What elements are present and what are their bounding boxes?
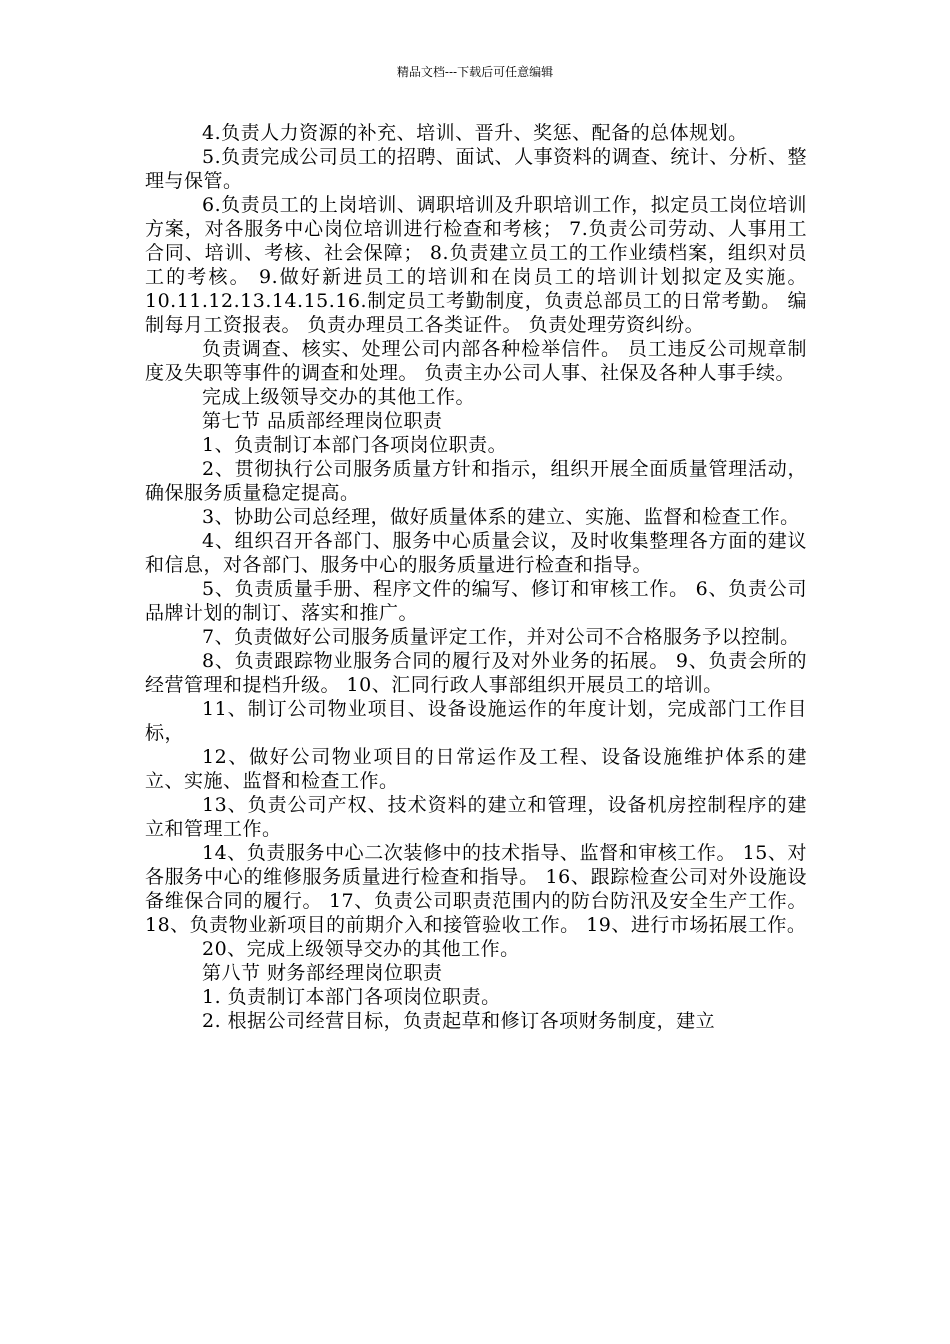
paragraph: 11、制订公司物业项目、设备设施运作的年度计划，完成部门工作目标， xyxy=(145,698,807,744)
paragraph: 7、负责做好公司服务质量评定工作，并对公司不合格服务予以控制。 xyxy=(202,626,800,648)
paragraph: 5、负责质量手册、程序文件的编写、修订和审核工作。 6、负责公司品牌计划的制订、落实和推广。 xyxy=(145,578,807,624)
section-heading: 第八节 财务部经理岗位职责 xyxy=(202,962,443,984)
paragraph: 2、贯彻执行公司服务质量方针和指示，组织开展全面质量管理活动，确保服务质量稳定提高。 xyxy=(145,458,807,504)
paragraph: 5.负责完成公司员工的招聘、面试、人事资料的调查、统计、分析、整理与保管。 xyxy=(145,146,807,192)
paragraph: 完成上级领导交办的其他工作。 xyxy=(202,386,476,408)
paragraph: 20、完成上级领导交办的其他工作。 xyxy=(202,938,520,960)
paragraph: 6.负责员工的上岗培训、调职培训及升职培训工作，拟定员工岗位培训方案，对各服务中心岗位培训进行检查和考核； 7.负责公司劳动、人事用工合同、培训、考核、社会保障； 8.负责建立员工的工作业绩档案，组织对员工的考核。 9.做好新进员工的培训和在岗员工的培训计划拟定及实施。 10.11.12.13.14.15.16.制定员工考勤制度，负责总部员工的日常考勤。 编制每月工资报表。 负责办理员工各类证件。 负责处理劳资纠纷。 xyxy=(145,194,807,336)
paragraph: 负责调查、核实、处理公司内部各种检举信件。 员工违反公司规章制度及失职等事件的调查和处理。 负责主办公司人事、社保及各种人事手续。 xyxy=(145,338,807,384)
paragraph: 1、负责制订本部门各项岗位职责。 xyxy=(202,434,508,456)
paragraph: 4、组织召开各部门、服务中心质量会议，及时收集整理各方面的建议和信息，对各部门、服务中心的服务质量进行检查和指导。 xyxy=(145,530,807,576)
paragraph: 14、负责服务中心二次装修中的技术指导、监督和审核工作。 15、对各服务中心的维修服务质量进行检查和指导。 16、跟踪检查公司对外设施设备维保合同的履行。 17、负责公司职责范围内的防台防汛及安全生产工作。 18、负责物业新项目的前期介入和接管验收工作。 19、进行市场拓展工作。 xyxy=(145,842,807,936)
paragraph: 2. 根据公司经营目标，负责起草和修订各项财务制度，建立 xyxy=(202,1010,716,1032)
paragraph: 1. 负责制订本部门各项岗位职责。 xyxy=(202,986,501,1008)
paragraph: 3、协助公司总经理，做好质量体系的建立、实施、监督和检查工作。 xyxy=(202,506,800,528)
paragraph: 12、做好公司物业项目的日常运作及工程、设备设施维护体系的建立、实施、监督和检查工作。 xyxy=(145,746,807,792)
paragraph: 4.负责人力资源的补充、培训、晋升、奖惩、配备的总体规划。 xyxy=(202,122,748,144)
paragraph: 8、负责跟踪物业服务合同的履行及对外业务的拓展。 9、负责会所的经营管理和提档升级。 10、汇同行政人事部组织开展员工的培训。 xyxy=(145,650,807,696)
section-heading: 第七节 品质部经理岗位职责 xyxy=(202,410,443,432)
page-header: 精品文档---下载后可任意编辑 xyxy=(396,65,554,79)
document-body xyxy=(145,121,807,1033)
paragraph: 13、负责公司产权、技术资料的建立和管理，设备机房控制程序的建立和管理工作。 xyxy=(145,794,807,840)
